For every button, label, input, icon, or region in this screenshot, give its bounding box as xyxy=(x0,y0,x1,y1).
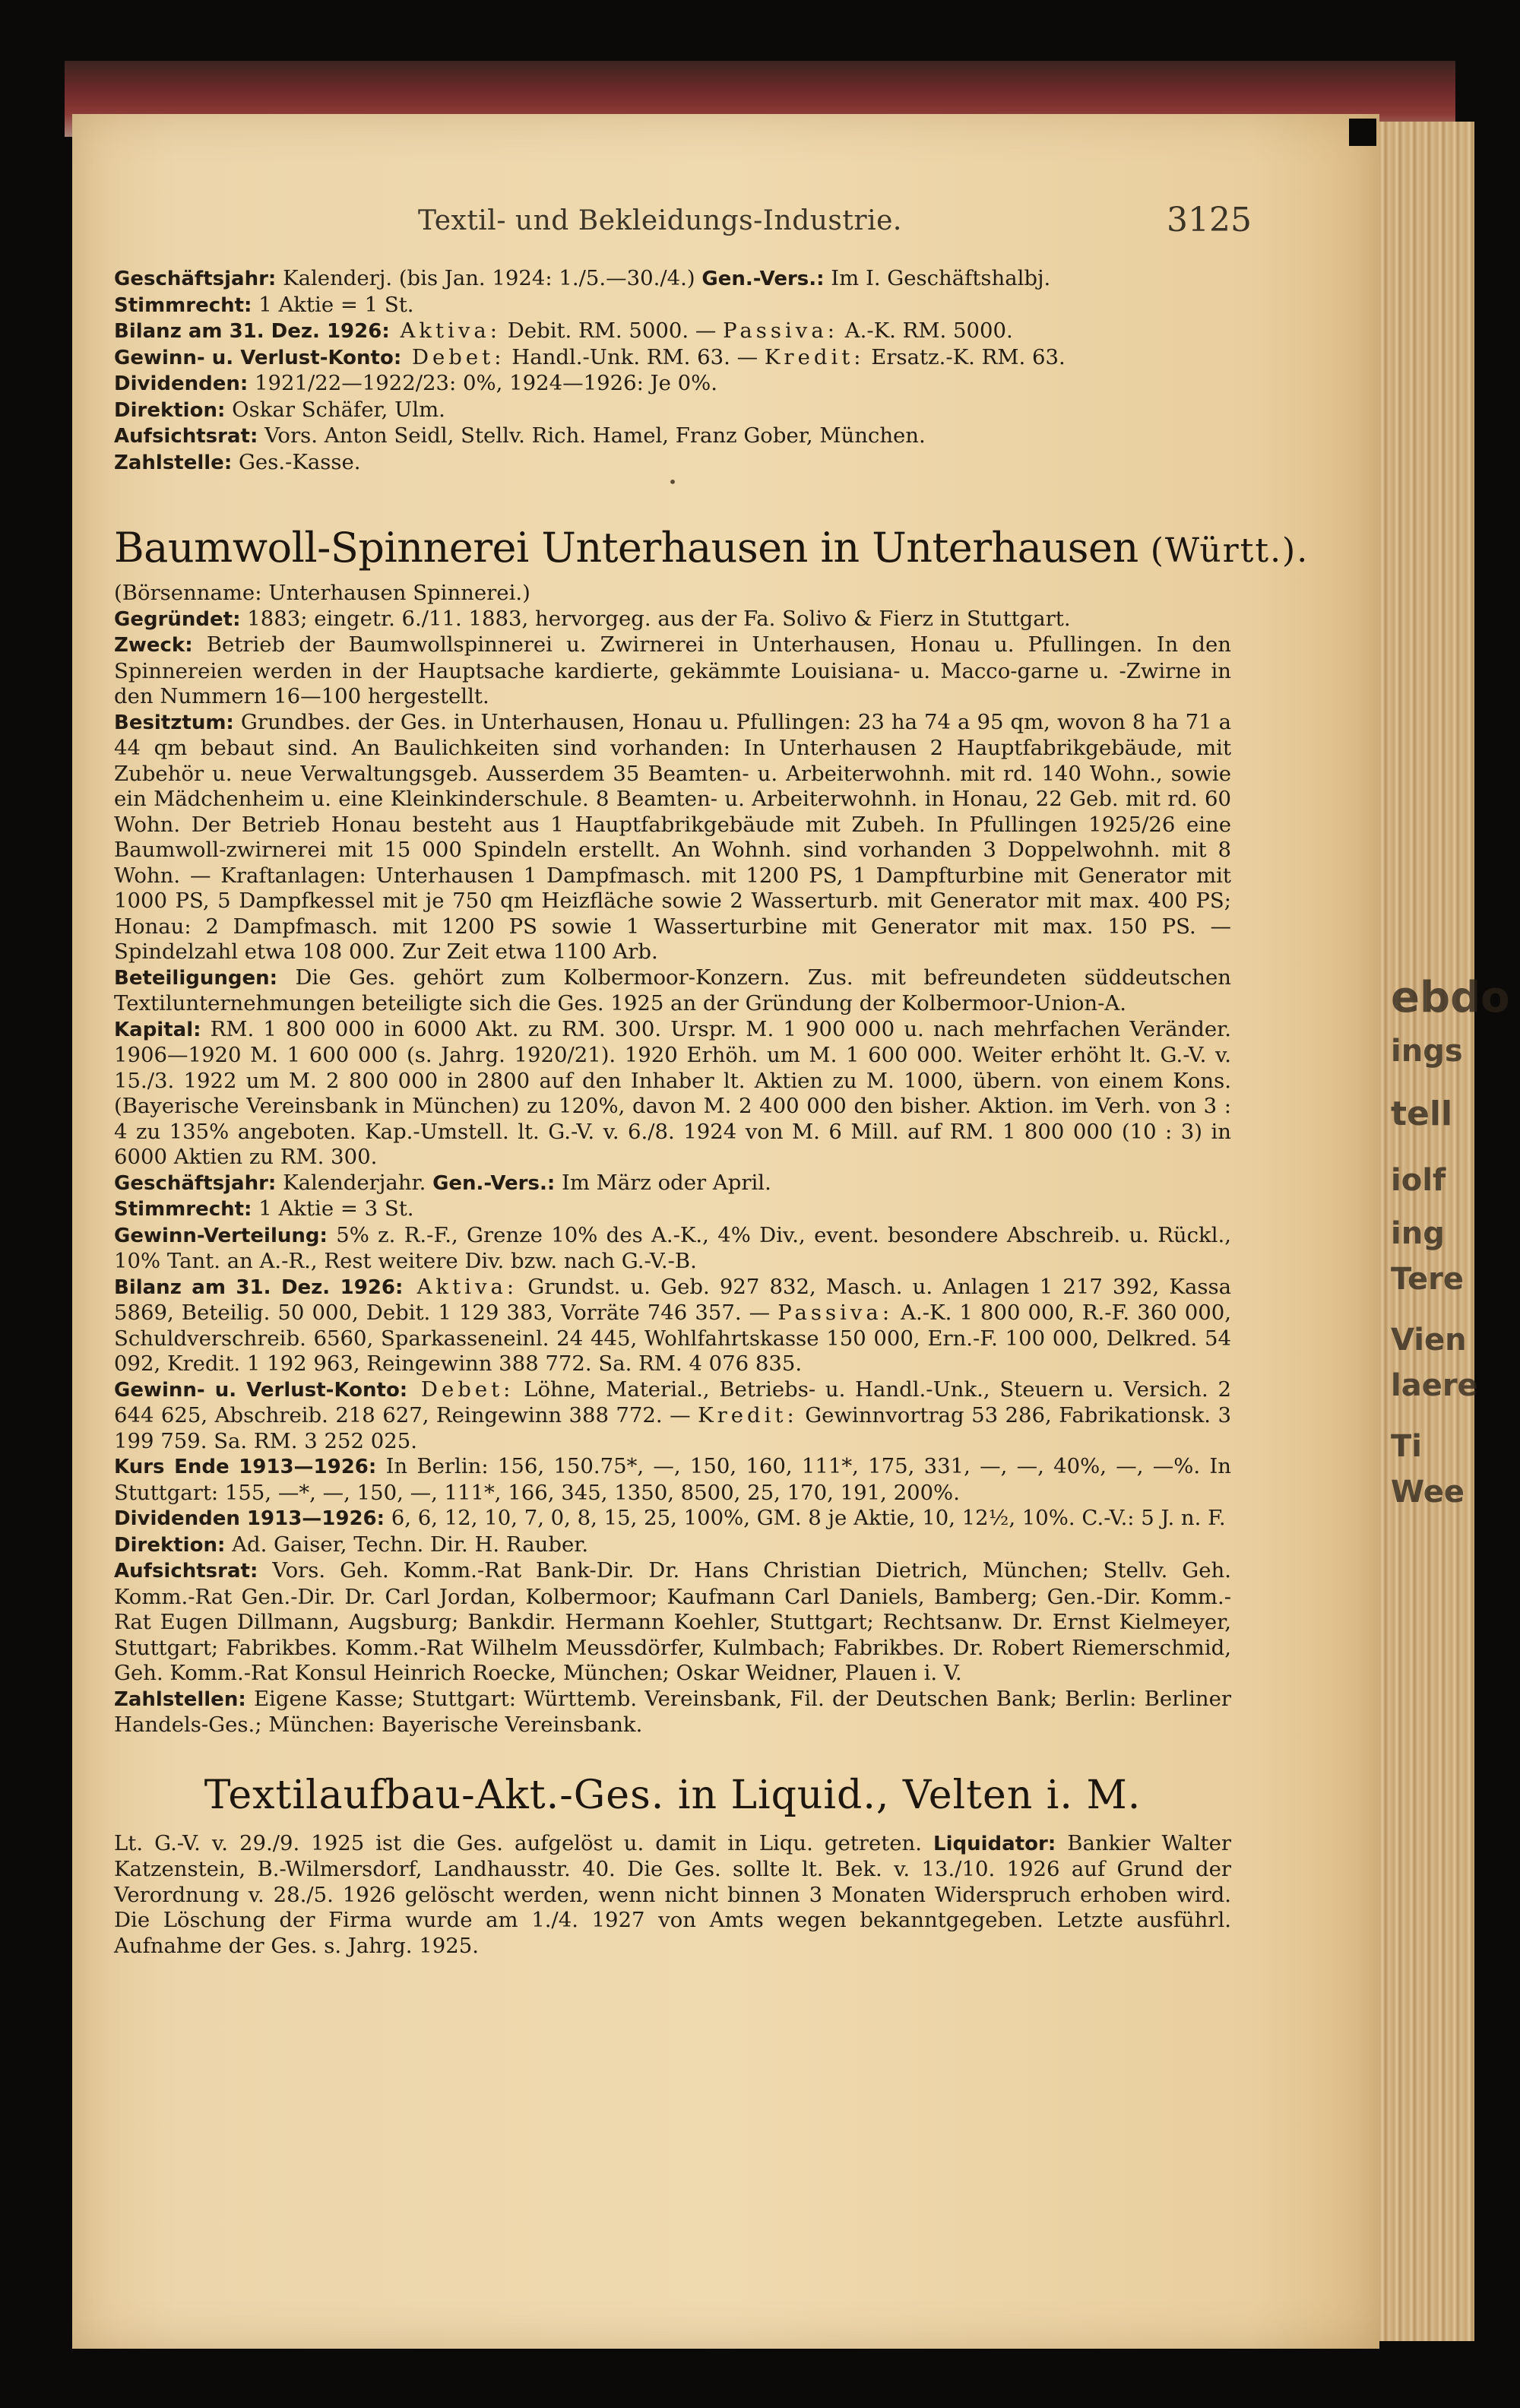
company0-direktion: Direktion: Oskar Schäfer, Ulm. xyxy=(114,397,445,422)
page-corner-mark xyxy=(1349,119,1376,146)
company2-text: Lt. G.-V. v. 29./9. 1925 ist die Ges. aufgelöst u. damit in Liqu. getreten. Liquidator: Bankier Walter Katzenstein, B.-Wilmersdorf, Landhausstr. 40. Die Ges. sollte lt. Bek. v. 13./10. 1926 auf Grund der Verordnung v. 28./5. 1926 gelöscht werden, wenn nicht binnen 3 Monaten Widerspruch erhoben wird. Die Löschung der Firma wurde am 1./4. 1927 von Amts wegen bekanntgegeben. Letzte ausführl. Aufnahme der Ges. s. Jahrg. 1925. xyxy=(114,1830,1232,1958)
company1-subtitle: (Börsenname: Unterhausen Spinnerei.) xyxy=(114,581,530,605)
company0-stimmrecht: Stimmrecht: 1 Aktie = 1 St. xyxy=(114,292,414,317)
company1-kapital: Kapital: RM. 1 800 000 in 6000 Akt. zu RM. 300. Urspr. M. 1 900 000 u. nach mehrfachen Veränder. 1906—1920 M. 1 600 000 (s. Jahrg. 1920/21). 1920 Erhöh. um M. 1 600 000. Weiter erhöht lt. G.-V. v. 15./3. 1922 um M. 2 800 000 in 2800 auf den Inhaber lt. Aktien zu M. 1000, übern. von einem Kons. (Bayerische Vereinsbank in München) zu 120%, davon M. 2 400 000 den bisher. Aktion. im Verh. von 3 : 4 zu 135% angeboten. Kap.-Umstell. lt. G.-V. v. 6./8. 1924 von M. 6 Mill. auf RM. 1 800 000 (10 : 3) in 6000 Aktien zu RM. 300. xyxy=(114,1016,1231,1169)
company1-direktion: Direktion: Ad. Gaiser, Techn. Dir. H. Rauber. xyxy=(114,1532,589,1557)
bleed-through-text-10: Wee xyxy=(1391,1475,1465,1510)
company1-gewinnverteilung: Gewinn-Verteilung: 5% z. R.-F., Grenze 10% des A.-K., 4% Div., event. besondere Abschreib. u. Rückl., 10% Tant. an A.-R., Rest weitere Div. bzw. nach G.-V.-B. xyxy=(114,1222,1231,1273)
company0-guv: Gewinn- u. Verlust-Konto: Debet: Handl.-Unk. RM. 63. — Kredit: Ersatz.-K. RM. 63. xyxy=(114,344,1066,369)
bleed-through-text-3: tell xyxy=(1391,1095,1453,1133)
running-title: Textil- und Bekleidungs-Industrie. xyxy=(418,205,902,236)
company1-zweck: Zweck: Betrieb der Baumwollspinnerei u. Zwirnerei in Unterhausen, Honau u. Pfullingen. In den Spinnereien werden in der Hauptsache kardierte, gekämmte Louisiana- u. Macco-garne u. -Zwirne in den Nummern 16—100 hergestellt. xyxy=(114,632,1231,708)
bleed-through-text-9: Ti xyxy=(1391,1429,1422,1464)
company2-entry xyxy=(114,1769,1231,1960)
running-header xyxy=(76,201,1520,251)
company1-title: Baumwoll-Spinnerei Unterhausen in Unterhausen (Württ.). xyxy=(114,524,1309,572)
company1-gegruendet: Gegründet: 1883; eingetr. 6./11. 1883, hervorgeg. aus der Fa. Solivo & Fierz in Stuttgart. xyxy=(114,606,1071,631)
company1-beteiligungen: Beteiligungen: Die Ges. gehört zum Kolbermoor-Konzern. Zus. mit befreundeten süddeutschen Textilunternehmungen beteiligte sich die Ges. 1925 an der Gründung der Kolbermoor-Union-A. xyxy=(114,965,1231,1015)
company0-aufsichtsrat: Aufsichtsrat: Vors. Anton Seidl, Stellv. Rich. Hamel, Franz Gober, München. xyxy=(114,423,926,448)
company1-besitztum: Besitztum: Grundbes. der Ges. in Unterhausen, Honau u. Pfullingen: 23 ha 74 a 95 qm, wovon 8 ha 71 a 44 qm bebaut sind. An Baulichkeiten sind vorhanden: In Unterhausen 2 Hauptfabrikgebäude, mit Zubehör u. neue Verwaltungsgeb. Ausserdem 35 Beamten- u. Arbeiterwohnh. mit rd. 140 Wohn., sowie ein Mädchenheim u. eine Kleinkinderschule. 8 Beamten- u. Arbeiterwohnh. in Honau, 22 Geb. mit rd. 60 Wohn. Der Betrieb Honau besteht aus 1 Hauptfabrikgebäude mit Zubeh. In Pfullingen 1925/26 eine Baumwoll-zwirnerei mit 15 000 Spindeln erstellt. An Wohnh. sind vorhanden 3 Doppelwohnh. mit 8 Wohn. — Kraftanlagen: Unterhausen 1 Dampfmasch. mit 1200 PS, 1 Dampfturbine mit Generator mit 1000 PS, 5 Dampfkessel mit je 750 qm Heizfläche sowie 2 Wasserturb. mit Generator mit max. 400 PS; Honau: 2 Dampfmasch. mit 1200 PS sowie 1 Wasserturbine mit Generator mit max. 150 PS. — Spindelzahl etwa 108 000. Zur Zeit etwa 1100 Arb. xyxy=(114,709,1231,964)
company0-entry xyxy=(114,266,1231,476)
company0-bilanz: Bilanz am 31. Dez. 1926: Aktiva: Debit. RM. 5000. — Passiva: A.-K. RM. 5000. xyxy=(114,318,1013,343)
company1-dividenden: Dividenden 1913—1926: 6, 6, 12, 10, 7, 0, 8, 15, 25, 100%, GM. 8 je Aktie, 10, 12½, 10%. C.-V.: 5 J. n. F. xyxy=(114,1506,1226,1530)
bleed-through-text-6: Tere xyxy=(1391,1262,1464,1297)
company0-geschaeftsjahr: Geschäftsjahr: Kalenderj. (bis Jan. 1924: 1./5.—30./4.) Gen.-Vers.: Im I. Geschäftshalbj. xyxy=(114,266,1051,290)
company0-zahlstelle: Zahlstelle: Ges.-Kasse. xyxy=(114,449,361,474)
company1-aufsichtsrat: Aufsichtsrat: Vors. Geh. Komm.-Rat Bank-Dir. Dr. Hans Christian Dietrich, München; Stellv. Geh. Komm.-Rat Gen.-Dir. Dr. Carl Jordan, Kolbermoor; Kaufmann Carl Daniels, Bamberg; Gen.-Dir. Komm.-Rat Eugen Dillmann, Augsburg; Bankdir. Hermann Koehler, Stuttgart; Rechtsanw. Dr. Ernst Kielmeyer, Stuttgart; Fabrikbes. Komm.-Rat Wilhelm Meussdörfer, Kulmbach; Fabrikbes. Dr. Robert Riemerschmid, Geh. Komm.-Rat Konsul Heinrich Roecke, München; Oskar Weidner, Plauen i. V. xyxy=(114,1558,1231,1685)
bleed-through-text-4: iolf xyxy=(1391,1163,1446,1198)
company1-geschaeftsjahr: Geschäftsjahr: Kalenderjahr. Gen.-Vers.: Im März oder April. xyxy=(114,1170,771,1195)
company1-stimmrecht: Stimmrecht: 1 Aktie = 3 St. xyxy=(114,1196,414,1221)
bleed-through-text-8: laere xyxy=(1391,1368,1478,1403)
page-number: 3125 xyxy=(1167,201,1252,239)
company2-title: Textilaufbau-Akt.-Ges. in Liquid., Velten i. M. xyxy=(204,1772,1142,1818)
company1-zahlstellen: Zahlstellen: Eigene Kasse; Stuttgart: Württemb. Vereinsbank, Fil. der Deutschen Bank; Berlin: Berliner Handels-Ges.; München: Bayerische Vereinsbank. xyxy=(114,1686,1231,1737)
bleed-through-text-1: ebdo xyxy=(1391,973,1510,1022)
bleed-through-text-2: ings xyxy=(1391,1034,1463,1069)
bleed-through-text-7: Vien xyxy=(1391,1323,1467,1358)
company1-bilanz: Bilanz am 31. Dez. 1926: Aktiva: Grundst. u. Geb. 927 832, Masch. u. Anlagen 1 217 392, Kassa 5869, Beteilig. 50 000, Debit. 1 129 383, Vorräte 746 357. — Passiva: A.-K. 1 800 000, R.-F. 360 000, Schuldverschreib. 6560, Sparkasseneinl. 24 445, Wohlfahrtskasse 150 000, Ern.-F. 100 000, Delkred. 54 092, Kredit. 1 192 963, Reingewinn 388 772. Sa. RM. 4 076 835. xyxy=(114,1274,1231,1376)
company1-guv: Gewinn- u. Verlust-Konto: Debet: Löhne, Material., Betriebs- u. Handl.-Unk., Steuern u. Versich. 2 644 625, Abschreib. 218 627, Reingewinn 388 772. — Kredit: Gewinnvortrag 53 286, Fabrikationsk. 3 199 759. Sa. RM. 3 252 025. xyxy=(114,1377,1231,1453)
company1-entry xyxy=(114,521,1309,1738)
page-content xyxy=(114,266,1309,1959)
section-dot: • xyxy=(668,473,677,491)
company0-dividenden: Dividenden: 1921/22—1922/23: 0%, 1924—1926: Je 0%. xyxy=(114,371,717,395)
company1-kurs: Kurs Ende 1913—1926: In Berlin: 156, 150.75*, —, 150, 160, 111*, 175, 331, —, —, 40%, —, —%. In Stuttgart: 155, —*, —, 150, —, 111*, 166, 345, 1350, 8500, 25, 170, 191, 200%. xyxy=(114,1454,1231,1505)
bleed-through-text-5: ing xyxy=(1391,1216,1445,1251)
